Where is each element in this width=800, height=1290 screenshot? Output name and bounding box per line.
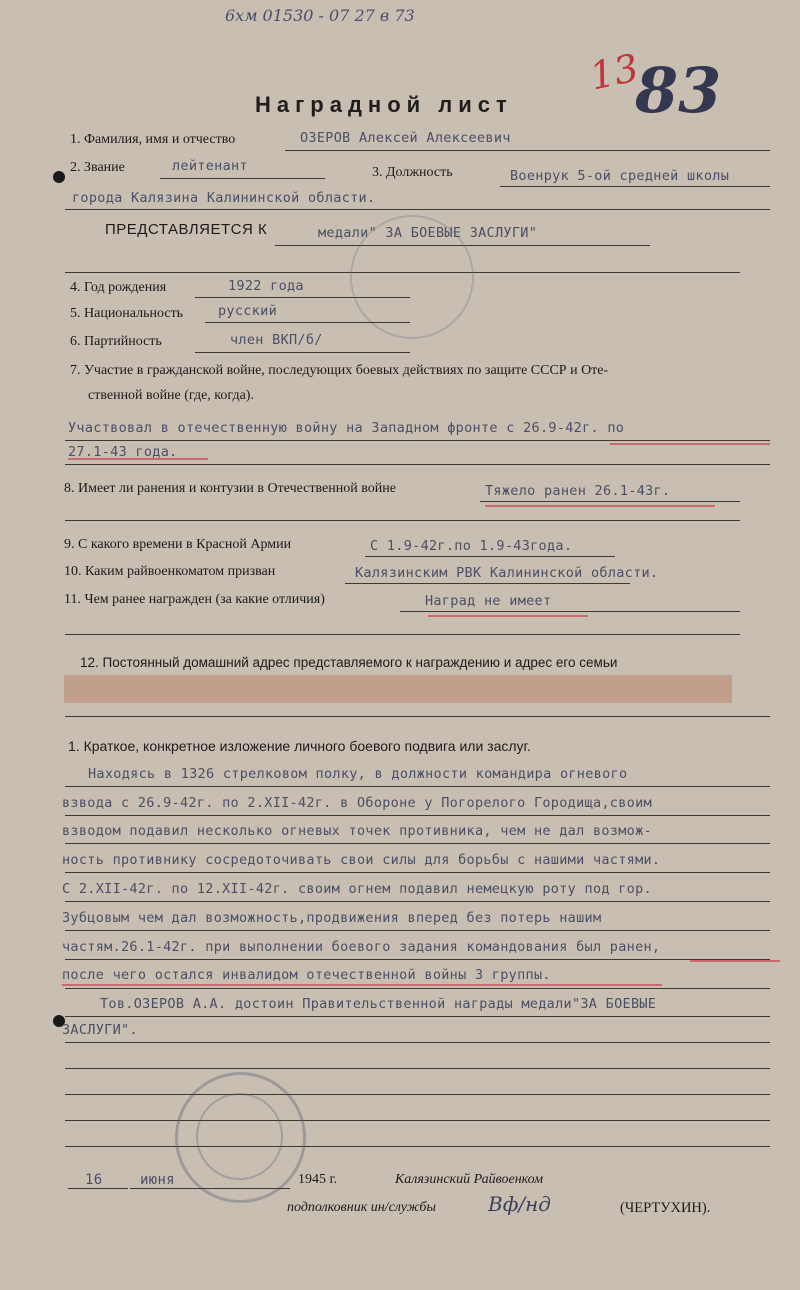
field-address-label: 12. Постоянный домашний адрес представляемого к награждению и адрес его семьи xyxy=(80,655,618,670)
underline xyxy=(130,1188,290,1189)
field-party-value: член ВКП/б/ xyxy=(230,332,323,348)
field-birthyear-value: 1922 года xyxy=(228,278,304,294)
big-sheet-number: 83 xyxy=(635,54,722,127)
punch-hole xyxy=(53,171,65,183)
footer-day: 16 xyxy=(85,1172,103,1188)
field-nationality-label: 5. Национальность xyxy=(70,306,184,321)
underline xyxy=(205,322,410,323)
feat-label: 1. Краткое, конкретное изложение личного боевого подвига или заслуг. xyxy=(68,738,531,754)
underline xyxy=(480,501,740,502)
underline xyxy=(400,611,740,612)
feat-line: взвода с 26.9-42г. по 2.XII-42г. в Обороне у Погорелого Городища,своим xyxy=(62,795,652,811)
presented-value: медали" ЗА БОЕВЫЕ ЗАСЛУГИ" xyxy=(318,225,538,241)
underline xyxy=(65,1068,770,1069)
underline xyxy=(160,178,325,179)
underline xyxy=(195,297,410,298)
field-awards-value: Наград не имеет xyxy=(425,593,552,609)
underline xyxy=(285,150,770,151)
underline xyxy=(65,988,770,989)
underline xyxy=(65,1042,770,1043)
feat-line: ЗАСЛУГИ". xyxy=(62,1022,138,1038)
red-sheet-number: 13 xyxy=(585,45,643,99)
field-position-value-cont: города Калязина Калининской области. xyxy=(72,190,376,206)
field-rank-label: 2. Звание xyxy=(70,160,125,175)
page-title: Наградной лист xyxy=(255,92,513,117)
underline xyxy=(195,352,410,353)
field-name-label: 1. Фамилия, имя и отчество xyxy=(70,132,236,147)
underline xyxy=(65,520,740,521)
footer-month: июня xyxy=(140,1172,175,1188)
feat-line: Тов.ОЗЕРОВ А.А. достоин Правительственной награды медали"ЗА БОЕВЫЕ xyxy=(100,996,657,1012)
underline xyxy=(65,716,770,717)
footer-name: (ЧЕРТУХИН). xyxy=(620,1200,711,1216)
feat-line: С 2.XII-42г. по 12.XII-42г. своим огнем подавил немецкую роту под гор. xyxy=(62,881,652,897)
field-participation-value-2: 27.1-43 года. xyxy=(68,444,178,460)
underline xyxy=(65,1016,770,1017)
underline xyxy=(65,843,770,844)
field-rank-value: лейтенант xyxy=(172,158,248,174)
field-party-label: 6. Партийность xyxy=(70,334,162,349)
signature: Вф/нд xyxy=(488,1192,551,1216)
red-underline xyxy=(485,505,715,507)
field-wounds-label: 8. Имеет ли ранения и контузии в Отечественной войне xyxy=(64,481,396,496)
field-participation-value-1: Участвовал в отечественную войну на Западном фронте с 26.9-42г. по xyxy=(68,420,625,436)
presented-label: ПРЕДСТАВЛЯЕТСЯ К xyxy=(105,221,268,238)
underline xyxy=(65,209,770,210)
feat-line: после чего остался инвалидом отечественной войны 3 группы. xyxy=(62,967,551,983)
official-seal xyxy=(175,1072,306,1203)
underline xyxy=(65,872,770,873)
footer-office: Калязинский Райвоенком xyxy=(395,1172,544,1187)
field-birthyear-label: 4. Год рождения xyxy=(70,280,167,295)
field-nationality-value: русский xyxy=(218,303,277,319)
field-commissariat-label: 10. Каким райвоенкоматом призван xyxy=(64,564,276,579)
red-underline xyxy=(62,984,662,986)
field-name-value: ОЗЕРОВ Алексей Алексеевич xyxy=(300,130,511,146)
footer-year: 1945 г. xyxy=(298,1172,338,1187)
field-position-label: 3. Должность xyxy=(372,165,453,180)
field-participation-label: 7. Участие в гражданской войне, последующих боевых действиях по защите СССР и Оте- xyxy=(70,363,609,378)
field-service-label: 9. С какого времени в Красной Армии xyxy=(64,537,292,552)
underline xyxy=(65,815,770,816)
underline xyxy=(65,959,770,960)
faint-stamp xyxy=(350,215,474,339)
field-wounds-value: Тяжело ранен 26.1-43г. xyxy=(485,483,671,499)
underline xyxy=(365,556,615,557)
underline xyxy=(65,1120,770,1121)
underline xyxy=(65,1094,770,1095)
red-underline xyxy=(690,960,780,962)
feat-line: ность противнику сосредоточивать свои силы для борьбы с нашими частями. xyxy=(62,852,661,868)
archive-note: 6хм 01530 - 07 27 в 73 xyxy=(225,6,415,25)
feat-line: Находясь в 1326 стрелковом полку, в должности командира огневого xyxy=(88,766,628,782)
underline xyxy=(65,786,770,787)
field-awards-label: 11. Чем ранее награжден (за какие отличия) xyxy=(64,592,325,607)
underline xyxy=(65,464,770,465)
red-underline xyxy=(68,458,208,460)
underline xyxy=(65,1146,770,1147)
underline xyxy=(65,440,770,441)
feat-line: Зубцовым чем дал возможность,продвижения вперед без потерь нашим xyxy=(62,910,602,926)
field-commissariat-value: Калязинским РВК Калининской области. xyxy=(355,565,659,581)
feat-line: взводом подавил несколько огневых точек противника, чем не дал возмож- xyxy=(62,823,652,839)
underline xyxy=(500,186,770,187)
underline xyxy=(65,901,770,902)
redacted-address xyxy=(64,675,732,703)
underline xyxy=(345,583,630,584)
red-underline xyxy=(428,615,588,617)
field-participation-label-cont: ственной войне (где, когда). xyxy=(88,388,254,403)
underline xyxy=(65,634,740,635)
underline xyxy=(65,930,770,931)
footer-rank: подполковник ин/службы xyxy=(287,1200,436,1215)
underline xyxy=(68,1188,128,1189)
field-position-value: Военрук 5-ой средней школы xyxy=(510,168,730,184)
feat-line: частям.26.1-42г. при выполнении боевого задания командования был ранен, xyxy=(62,939,661,955)
red-underline xyxy=(610,443,770,445)
field-service-value: С 1.9-42г.по 1.9-43года. xyxy=(370,538,573,554)
